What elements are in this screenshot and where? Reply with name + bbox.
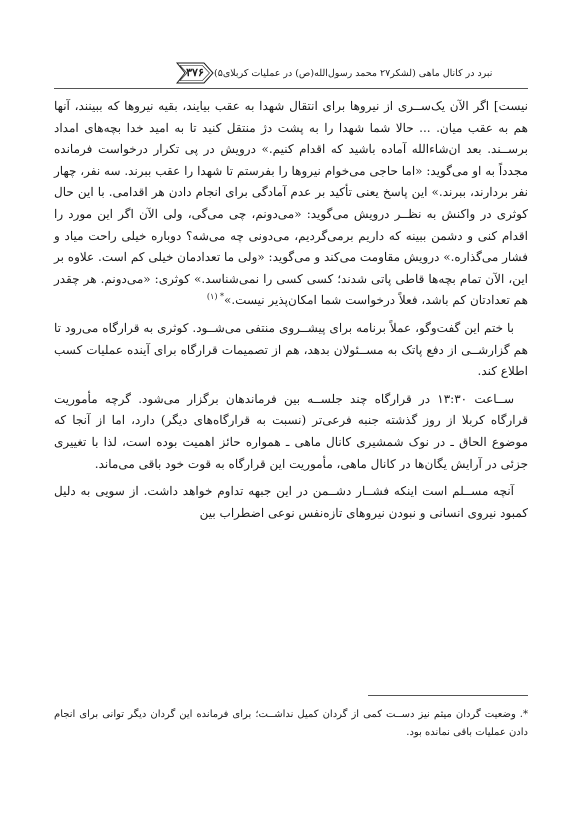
running-header [170,62,526,84]
chapter-title: نبرد در کانال ماهی (لشکر۲۷ محمد رسول‌الله(ص) در عملیات کربلای۵) [214,67,493,79]
page-number: ۳۷۶ [186,66,204,79]
footnote: *. وضعیت گردان میثم نیز دســت کمی از گردان کمیل نداشــت؛ برای فرمانده این گردان دیگر توانی برای انجام دادن عملیات باقی نمانده بود. [54,709,528,738]
paragraph-text: نیست] اگر الآن یک‌ســری از نیروها برای انتقال شهدا به عقب بیایند، بقیه نیروها که ببینند، آنها هم به عقب میان. ... حالا شما شهدا را به پشت دژ منتقل کنید تا به امید خدا بچه‌های امداد برســند. بعد ان‌شاءالله آماده باشید که اقدام کنیم.» درویش در پی تکرار درخواست فرمانده مجدداً به او می‌گوید: «اما حاجی می‌خوام نیروها را بفرستم تا شهدا را عقب ببرند. سه نفر، چهار نفر بردارند، ببرند.» این پاسخ یعنی تأکید بر عدم آمادگی برای انجام دادن هر اقدامی. با این حال کوثری در واکنش به نظــر درویش می‌گوید: «می‌دونم، چی می‌گی، ولی الآن اگر این مورد را اقدام کنی و دشمن ببینه که داریم برمی‌گردیم، می‌دونی چه می‌شه؟ دوباره خیلی راحت میاد و فشار می‌گذاره.» درویش مقاومت می‌کند و می‌گوید: «ولی ما تعدادمان خیلی کم است. علاوه بر این، الآن تمام بچه‌ها قاطی پاتی شدند؛ کسی کسی را نمی‌شناسد.» کوثری: «می‌دونم. هر چقدر هم تعدادتان کم باشد، فعلاً درخواست شما امکان‌پذیر نیست.» [54,99,528,308]
page-number-badge [176,62,214,84]
header-divider [54,88,528,89]
footnote-divider [368,695,528,696]
paragraph [54,96,528,312]
paragraph: آنچه مســلم است اینکه فشــار دشــمن در این جبهه تداوم خواهد داشت. از سویی به دلیل کمبود نیروی انسانی و نبودن نیروهای تازه‌نفس نوعی اضطراب بین [54,484,528,520]
footnote-reference: * (۱) [206,292,224,302]
main-text [54,96,528,530]
paragraph: با ختم این گفت‌وگو، عملاً برنامه برای پیشــروی منتفی می‌شــود. کوثری به قرارگاه می‌رود تا هم گزارشــی از دفع پاتک به مســئولان بدهد، هم از تصمیمات قرارگاه برای آینده عملیات کسب اطلاع کند. [54,320,528,379]
paragraph: ســاعت ۱۳:۳۰ در قرارگاه چند جلســه بین فرماندهان برگزار می‌شود. گرچه مأموریت قرارگاه کربلا از روز گذشته جنبه فرعی‌تر (نسبت به قرارگاه‌های دیگر) دارد، اما از آنجا که موضوع الحاق ـ در نوک شمشیری کانال ماهی ـ همواره حائز اهمیت بوده است، لذا با تغییری جزئی در آرایش یگان‌ها در کانال ماهی، مأموریت این قرارگاه به قوت خود باقی می‌ماند. [54,391,528,471]
